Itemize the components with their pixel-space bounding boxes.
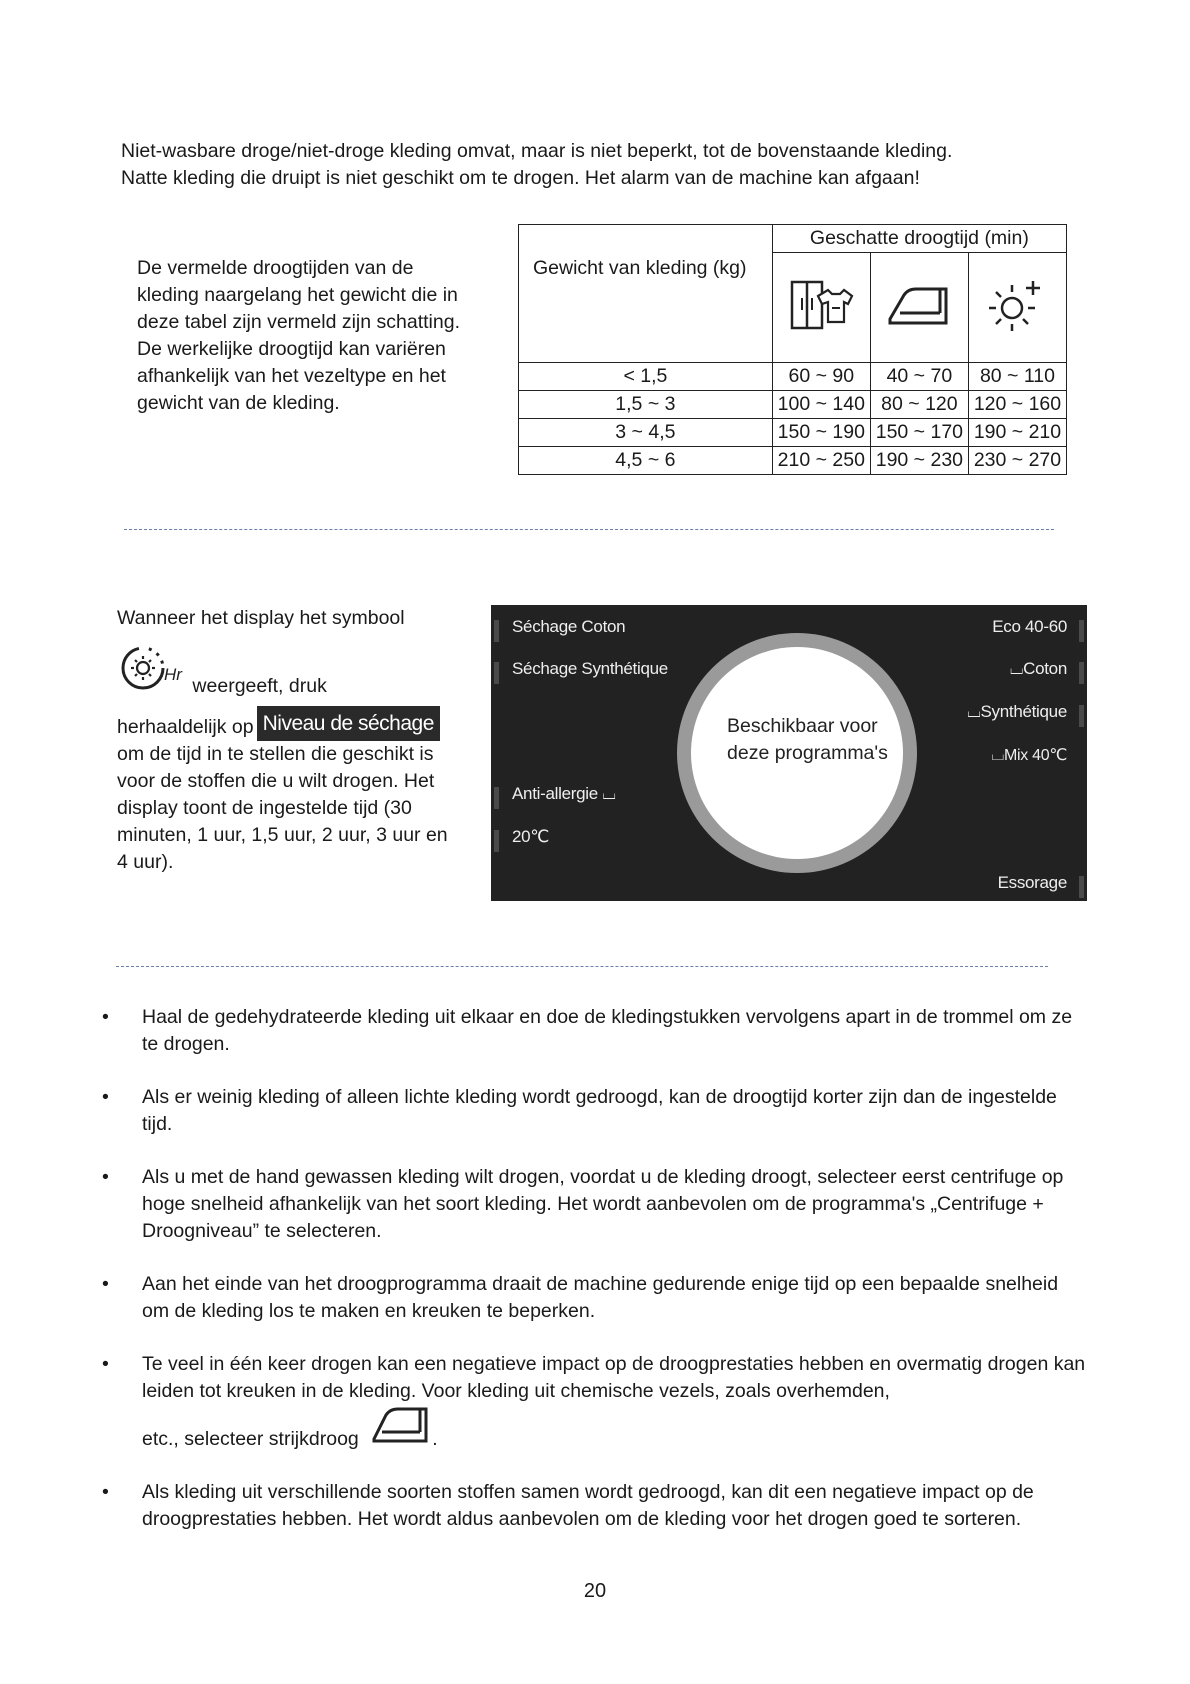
time-cell: 210 ~ 250 — [772, 447, 870, 475]
wash-tub-icon: ⌴ — [602, 784, 616, 803]
display-line-2: weergeeft, druk — [192, 675, 327, 697]
list-item: • Als er weinig kleding of alleen lichte kleding wordt gedroogd, kan de droogtijd korter zijn dan de ingestelde tijd. — [102, 1086, 1057, 1135]
time-cell: 190 ~ 230 — [870, 447, 968, 475]
time-cell: 80 ~ 120 — [870, 391, 968, 419]
intro-line-1: Niet-wasbare droge/niet-droge kleding omvat, maar is niet beperkt, tot de bovenstaande kleding. — [121, 140, 953, 162]
time-cell: 150 ~ 170 — [870, 419, 968, 447]
tips-list — [100, 1004, 1090, 1559]
weight-header: Gewicht van kleding (kg) — [519, 253, 773, 363]
panel-label-coton: ⌴Coton — [1009, 659, 1067, 678]
display-instructions — [117, 605, 457, 876]
display-line-3: herhaaldelijk op — [117, 716, 254, 738]
panel-label-sechage-synthetique: Séchage Synthétique — [512, 659, 668, 678]
time-cell: 80 ~ 110 — [968, 363, 1066, 391]
time-cell: 190 ~ 210 — [968, 419, 1066, 447]
table-title: Geschatte droogtijd (min) — [772, 225, 1066, 253]
wash-tub-icon: ⌴ — [991, 747, 1004, 764]
control-panel-image — [491, 605, 1087, 901]
drying-time-table — [518, 224, 1067, 475]
panel-label-synthetique: ⌴Synthétique — [967, 702, 1067, 721]
weight-cell: 3 ~ 4,5 — [519, 419, 773, 447]
time-cell: 100 ~ 140 — [772, 391, 870, 419]
panel-label-mix: ⌴Mix 40℃ — [991, 747, 1067, 764]
dashed-divider — [124, 529, 1054, 530]
display-rest: om de tijd in te stellen die geschikt is voor de stoffen die u wilt drogen. Het display toont de ingestelde tijd (30 minuten, 1 uur, 1,5 uur, 2 uur, 3 uur en 4 uur). — [117, 743, 448, 873]
panel-label-20c: 20℃ — [512, 827, 550, 846]
time-cell: 230 ~ 270 — [968, 447, 1066, 475]
time-cell: 40 ~ 70 — [870, 363, 968, 391]
table-icon-row — [519, 253, 1067, 363]
dashed-divider — [116, 966, 1048, 967]
time-cell: 120 ~ 160 — [968, 391, 1066, 419]
display-line-1: Wanneer het display het symbool — [117, 607, 405, 629]
table-corner-cell — [519, 225, 773, 253]
table-row — [519, 447, 1067, 475]
list-item: • Als kleding uit verschillende soorten stoffen samen wordt gedroogd, kan dit een negatieve impact op de droogprestaties hebben. Het wordt aldus aanbevolen om de kleding voor het drogen goed te sorteren. — [102, 1481, 1034, 1530]
list-item: • Te veel in één keer drogen kan een negatieve impact op de droogprestaties hebben en overmatig drogen kan leiden tot kreuken in de kleding. Voor kleding uit chemische vezels, zoals overhemden, etc., selecteer strijkdroog . — [100, 1351, 1090, 1453]
weight-cell: 4,5 ~ 6 — [519, 447, 773, 475]
dial-caption: Beschikbaar voor deze programma's — [727, 715, 888, 764]
panel-label-anti-allergie: Anti-allergie ⌴ — [512, 784, 616, 803]
panel-label-sechage-coton: Séchage Coton — [512, 617, 626, 636]
table-row — [519, 391, 1067, 419]
weight-cell: < 1,5 — [519, 363, 773, 391]
page-number: 20 — [583, 1580, 607, 1602]
wash-tub-icon: ⌴ — [1009, 659, 1024, 678]
panel-label-eco: Eco 40-60 — [992, 617, 1067, 636]
sun-plus-icon — [968, 253, 1066, 363]
drying-time-note: De vermelde droogtijden van de kleding naargelang het gewicht die in deze tabel zijn vermeld zijn schatting. De werkelijke droogtijd kan variëren afhankelijk van het vezeltype en het gewicht van de kleding. — [137, 257, 460, 414]
time-cell: 150 ~ 190 — [772, 419, 870, 447]
iron-dry-icon — [870, 253, 968, 363]
list-item: • Aan het einde van het droogprogramma draait de machine gedurende enige tijd op een bepaalde snelheid om de kleding los te maken en kreuken te beperken. — [102, 1273, 1059, 1322]
table-row — [519, 363, 1067, 391]
weight-cell: 1,5 ~ 3 — [519, 391, 773, 419]
list-item: • Als u met de hand gewassen kleding wilt drogen, voordat u de kleding droogt, selecteer eerst centrifuge op hoge snelheid afhankelijk van het soort kleding. Het wordt aanbevolen om de programma's „Centrifuge + Droogniveau” te selecteren. — [102, 1166, 1064, 1242]
iron-dry-icon — [370, 1405, 432, 1453]
panel-label-essorage: Essorage — [997, 873, 1067, 892]
time-cell: 60 ~ 90 — [772, 363, 870, 391]
table-header-row — [519, 225, 1067, 253]
list-item: • Haal de gedehydrateerde kleding uit elkaar en doe de kledingstukken vervolgens apart in de trommel om ze te drogen. — [102, 1006, 1073, 1055]
wash-tub-icon: ⌴ — [967, 702, 981, 721]
intro-text — [121, 138, 1081, 192]
cupboard-dry-icon — [772, 253, 870, 363]
niveau-de-sechage-button: Niveau de séchage — [257, 706, 440, 741]
svg-text:Hr: Hr — [164, 665, 182, 684]
table-row — [519, 419, 1067, 447]
intro-line-2: Natte kleding die druipt is niet geschikt om te drogen. Het alarm van de machine kan afgaan! — [121, 167, 920, 189]
hr-dry-icon — [117, 636, 187, 700]
